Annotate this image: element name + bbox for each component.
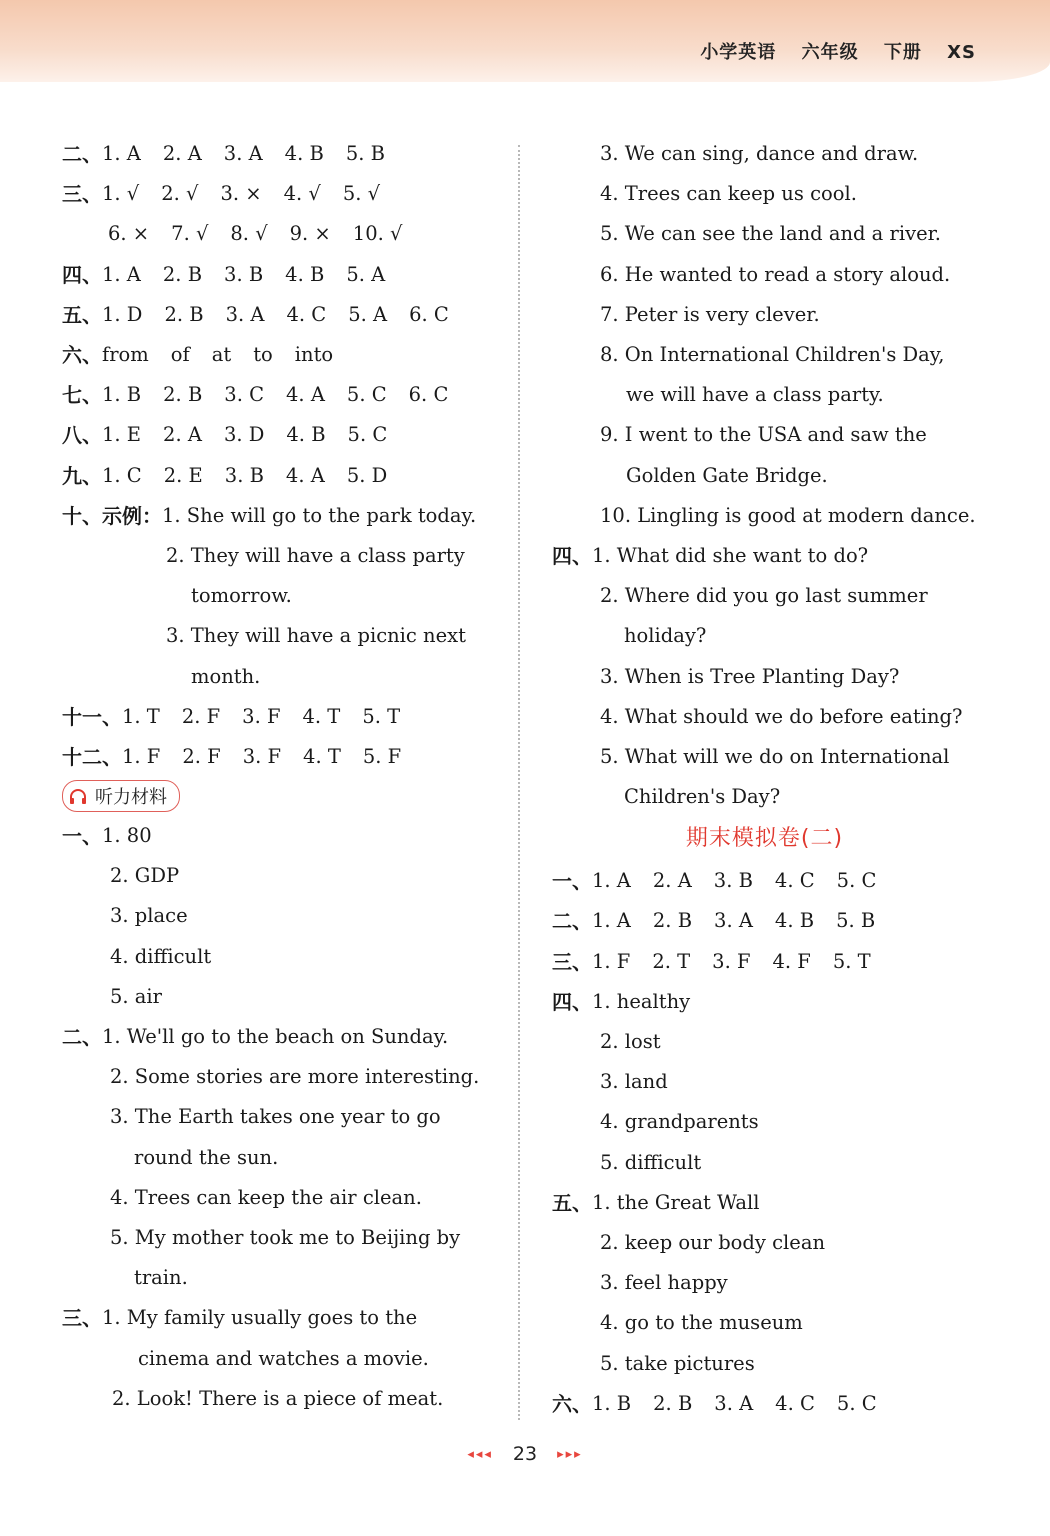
answer-row	[552, 1343, 977, 1383]
answer-row	[62, 1338, 492, 1378]
answer-row	[62, 174, 492, 214]
answer-row	[62, 134, 492, 174]
answer-text: 1. healthy	[592, 989, 691, 1013]
answer: 1. √	[102, 182, 140, 206]
answer-row	[552, 174, 977, 214]
page-header	[0, 0, 1050, 82]
answer-row	[552, 375, 977, 415]
answer-text: 1. 80	[102, 824, 152, 848]
answer: 1. F	[592, 949, 631, 973]
answer: 7. √	[171, 222, 209, 246]
answer-row	[62, 1178, 492, 1218]
answer-row	[62, 1218, 492, 1258]
answer-text: tomorrow.	[191, 584, 292, 608]
answer: 5. B	[345, 142, 385, 166]
question-mark: 七、	[62, 383, 102, 408]
answer: 2. A	[162, 142, 202, 166]
question-mark: 九、	[62, 463, 102, 488]
answer-row	[62, 456, 492, 496]
answer-row	[552, 656, 977, 696]
answer-text: 3. When is Tree Planting Day?	[600, 664, 900, 688]
answer: 5. F	[362, 744, 402, 768]
answer-text: cinema and watches a movie.	[138, 1346, 429, 1370]
answer-text: 2. keep our body clean	[600, 1230, 826, 1254]
answer: 5. B	[836, 909, 876, 933]
answer: 10. √	[352, 222, 403, 246]
right-column	[552, 134, 977, 1424]
answer-row	[552, 255, 977, 295]
answer: 3. B	[224, 262, 264, 286]
answer: 9. ×	[289, 222, 331, 246]
answer-row	[62, 1379, 492, 1419]
answer-text: 5. What will we do on International	[600, 744, 950, 768]
question-mark: 六、	[62, 343, 102, 368]
answer-text: 8. On International Children's Day,	[600, 343, 945, 367]
answer-text: 7. Peter is very clever.	[600, 302, 820, 326]
answer: 5. C	[836, 869, 877, 893]
answer-text: 3. feel happy	[600, 1271, 728, 1295]
answer: 3. A	[714, 909, 753, 933]
answer: 8. √	[230, 222, 268, 246]
answer: 5. A	[346, 262, 386, 286]
answer: 2. B	[652, 909, 693, 933]
answer: 3. F	[712, 949, 751, 973]
headphone-icon	[69, 788, 87, 804]
answer: 3. F	[242, 744, 282, 768]
answer-row	[62, 214, 492, 254]
answer-text: 1. the Great Wall	[592, 1190, 760, 1214]
answer-row	[62, 656, 492, 696]
answer: 1. F	[122, 744, 161, 768]
answer-row	[552, 1062, 977, 1102]
answer: 3. ×	[220, 182, 262, 206]
answer: 2. B	[162, 262, 203, 286]
answer: 1. B	[102, 383, 142, 407]
answer-row	[62, 1097, 492, 1137]
answer-text: 2. Some stories are more interesting.	[110, 1065, 480, 1089]
answer: 1. T	[122, 704, 160, 728]
answer-text: 3. They will have a picnic next	[166, 624, 466, 648]
answer-row	[552, 1223, 977, 1263]
answer-row	[552, 1384, 977, 1424]
answer: 5. √	[342, 182, 381, 206]
answer: 5. C	[836, 1391, 877, 1415]
answer: 3. B	[224, 463, 264, 487]
answer: 4. B	[285, 262, 325, 286]
answer-row	[62, 937, 492, 977]
answer-text: 4. What should we do before eating?	[600, 704, 963, 728]
answer: 2. B	[163, 383, 203, 407]
answer-row	[552, 1183, 977, 1223]
answer-text: 5. air	[110, 984, 162, 1008]
answer-row	[62, 697, 492, 737]
answer: 2. √	[161, 182, 199, 206]
answer-text: 2. Look! There is a piece of meat.	[112, 1386, 444, 1410]
answer: 4. A	[285, 463, 325, 487]
book-info	[682, 38, 976, 64]
question-mark: 十一、	[62, 704, 122, 729]
answer: 2. A	[163, 423, 202, 447]
answer-row	[552, 697, 977, 737]
answer-row	[62, 335, 492, 375]
column-divider	[518, 145, 520, 1420]
question-mark: 八、	[62, 423, 102, 448]
answer: 4. T	[303, 744, 341, 768]
exam-title: 期末模拟卷(二)	[685, 826, 844, 852]
answer-row	[62, 1298, 492, 1338]
answer-row	[552, 415, 977, 455]
answer-row	[62, 616, 492, 656]
listening-label: 听力材料	[95, 787, 167, 808]
answer-text: 2. They will have a class party	[166, 543, 465, 567]
answer-text: 2. GDP	[110, 864, 180, 888]
question-mark: 四、	[552, 989, 592, 1014]
page-footer	[0, 1438, 1050, 1470]
answer: 3. B	[713, 869, 753, 893]
answer-row	[552, 335, 977, 375]
answer: 4. A	[286, 383, 325, 407]
answer-row	[62, 1017, 492, 1057]
answer: 3. D	[223, 423, 265, 447]
answer-text: round the sun.	[134, 1145, 279, 1169]
answer: 1. E	[102, 423, 142, 447]
answer: 4. √	[283, 182, 321, 206]
answer-row	[62, 896, 492, 936]
answer-row	[552, 1143, 977, 1183]
question-mark: 十二、	[62, 744, 122, 769]
answer: 1. B	[592, 1391, 632, 1415]
answer-row	[552, 616, 977, 656]
answer: 4. C	[775, 1391, 815, 1415]
answer-row	[552, 1303, 977, 1343]
answer: 5. T	[362, 704, 401, 728]
question-mark: 二、	[62, 142, 102, 167]
answer-row	[552, 214, 977, 254]
answer: 2. T	[652, 949, 691, 973]
question-mark: 一、	[62, 824, 102, 849]
answer-row	[62, 856, 492, 896]
answer-row	[552, 536, 977, 576]
answer-row	[62, 536, 492, 576]
question-mark: 六、	[552, 1391, 592, 1416]
answer: 3. A	[223, 142, 263, 166]
answer-row	[552, 295, 977, 335]
question-mark: 二、	[62, 1025, 102, 1050]
answer-text: 4. difficult	[110, 944, 212, 968]
answer: 6. C	[409, 302, 449, 326]
answer-row	[552, 496, 977, 536]
answer-text: 2. lost	[600, 1030, 661, 1054]
answer-text: holiday?	[624, 624, 707, 648]
answer-text: 1. We'll go to the beach on Sunday.	[102, 1025, 449, 1049]
answer-text: month.	[191, 664, 261, 688]
answer-text: 6. He wanted to read a story aloud.	[600, 262, 951, 286]
question-mark: 四、	[552, 543, 592, 568]
answer: 1. A	[592, 869, 631, 893]
answer-row	[62, 255, 492, 295]
answer: 3. F	[242, 704, 281, 728]
answer-row	[552, 1022, 977, 1062]
next-arrows-icon: ▸▸▸	[557, 1446, 583, 1462]
answer: 5. C	[346, 383, 387, 407]
answer-row	[552, 982, 977, 1022]
answer: 2. B	[164, 302, 204, 326]
answer: 4. C	[774, 869, 815, 893]
answer: 4. C	[286, 302, 327, 326]
answer-text: 5. difficult	[600, 1150, 702, 1174]
answer-row	[552, 134, 977, 174]
answer-text: 1. She will go to the park today.	[162, 503, 477, 527]
answer-row	[62, 1258, 492, 1298]
answer: at	[211, 343, 232, 367]
answer: 2. F	[181, 704, 221, 728]
answer: 1. A	[102, 142, 141, 166]
question-mark: 十、示例：	[62, 503, 162, 528]
answer: 1. A	[592, 909, 631, 933]
answer-row	[552, 1263, 977, 1303]
answer-text: Children's Day?	[624, 785, 781, 809]
answer-row	[62, 977, 492, 1017]
edition-label: XS	[947, 42, 976, 63]
answer-text: 5. We can see the land and a river.	[600, 222, 942, 246]
answer-row	[62, 295, 492, 335]
answer-row	[62, 375, 492, 415]
answer-row	[62, 415, 492, 455]
answer: 3. A	[714, 1391, 754, 1415]
answer: 4. B	[286, 423, 326, 447]
answer-row	[62, 816, 492, 856]
answer-row	[62, 1057, 492, 1097]
answer-text: 9. I went to the USA and saw the	[600, 423, 927, 447]
answer-row	[552, 942, 977, 982]
question-mark: 五、	[552, 1190, 592, 1215]
answer-row	[62, 496, 492, 536]
answer: 3. A	[225, 302, 265, 326]
answer-text: 10. Lingling is good at modern dance.	[600, 503, 976, 527]
answer: 5. A	[348, 302, 388, 326]
answer: into	[294, 343, 334, 367]
answer: 1. C	[102, 463, 142, 487]
answer: 1. D	[102, 302, 143, 326]
answer: 5. C	[347, 423, 388, 447]
answer: 4. T	[302, 704, 341, 728]
answer-row	[552, 1102, 977, 1142]
answer-text: 4. Trees can keep the air clean.	[110, 1185, 422, 1209]
answer-row	[552, 576, 977, 616]
answer: 3. C	[224, 383, 265, 407]
answer-row	[552, 901, 977, 941]
answer: 4. F	[772, 949, 811, 973]
answer: of	[170, 343, 190, 367]
answer-text: Golden Gate Bridge.	[626, 463, 828, 487]
listening-section-tag	[62, 780, 180, 812]
question-mark: 二、	[552, 909, 592, 934]
answer-text: we will have a class party.	[626, 383, 884, 407]
answer-text: 4. go to the museum	[600, 1311, 803, 1335]
answer-row	[62, 1138, 492, 1178]
prev-arrows-icon: ◂◂◂	[467, 1446, 493, 1462]
question-mark: 三、	[62, 182, 102, 207]
question-mark: 一、	[552, 869, 592, 894]
left-column	[62, 134, 492, 1419]
answer: 2. B	[653, 1391, 693, 1415]
question-mark: 三、	[552, 949, 592, 974]
answer: 2. A	[652, 869, 692, 893]
answer-text: 5. My mother took me to Beijing by	[110, 1225, 461, 1249]
answer: 6. C	[408, 383, 449, 407]
answer-row	[552, 456, 977, 496]
answer-text: train.	[134, 1266, 188, 1290]
answer-row	[552, 861, 977, 901]
answer: 5. D	[346, 463, 388, 487]
answer: 2. E	[163, 463, 203, 487]
question-mark: 五、	[62, 302, 102, 327]
answer: 6. ×	[108, 222, 150, 246]
grade-label: 六年级	[801, 42, 859, 63]
answer: 5. T	[832, 949, 871, 973]
answer-text: 3. place	[110, 904, 188, 928]
answer-text: 3. land	[600, 1070, 668, 1094]
answer-text: 3. We can sing, dance and draw.	[600, 142, 919, 166]
answer: to	[253, 343, 273, 367]
answer: 1. A	[102, 262, 141, 286]
answer-row	[552, 737, 977, 777]
answer-text: 4. grandparents	[600, 1110, 759, 1134]
volume-label: 下册	[883, 42, 922, 63]
answer-text: 1. What did she want to do?	[592, 543, 869, 567]
subject-label: 小学英语	[700, 42, 777, 63]
answer: from	[102, 343, 149, 367]
answer: 4. B	[284, 142, 324, 166]
page-number: 23	[512, 1443, 538, 1465]
answer-row	[62, 737, 492, 777]
question-mark: 四、	[62, 262, 102, 287]
answer: 4. B	[774, 909, 815, 933]
answer-text: 3. The Earth takes one year to go	[110, 1105, 441, 1129]
question-mark: 三、	[62, 1306, 102, 1331]
answer-text: 1. My family usually goes to the	[102, 1306, 418, 1330]
answer-row	[62, 576, 492, 616]
answer: 2. F	[182, 744, 221, 768]
answer-row	[552, 777, 977, 817]
answer-text: 5. take pictures	[600, 1351, 755, 1375]
answer-text: 2. Where did you go last summer	[600, 584, 928, 608]
answer-text: 4. Trees can keep us cool.	[600, 182, 857, 206]
